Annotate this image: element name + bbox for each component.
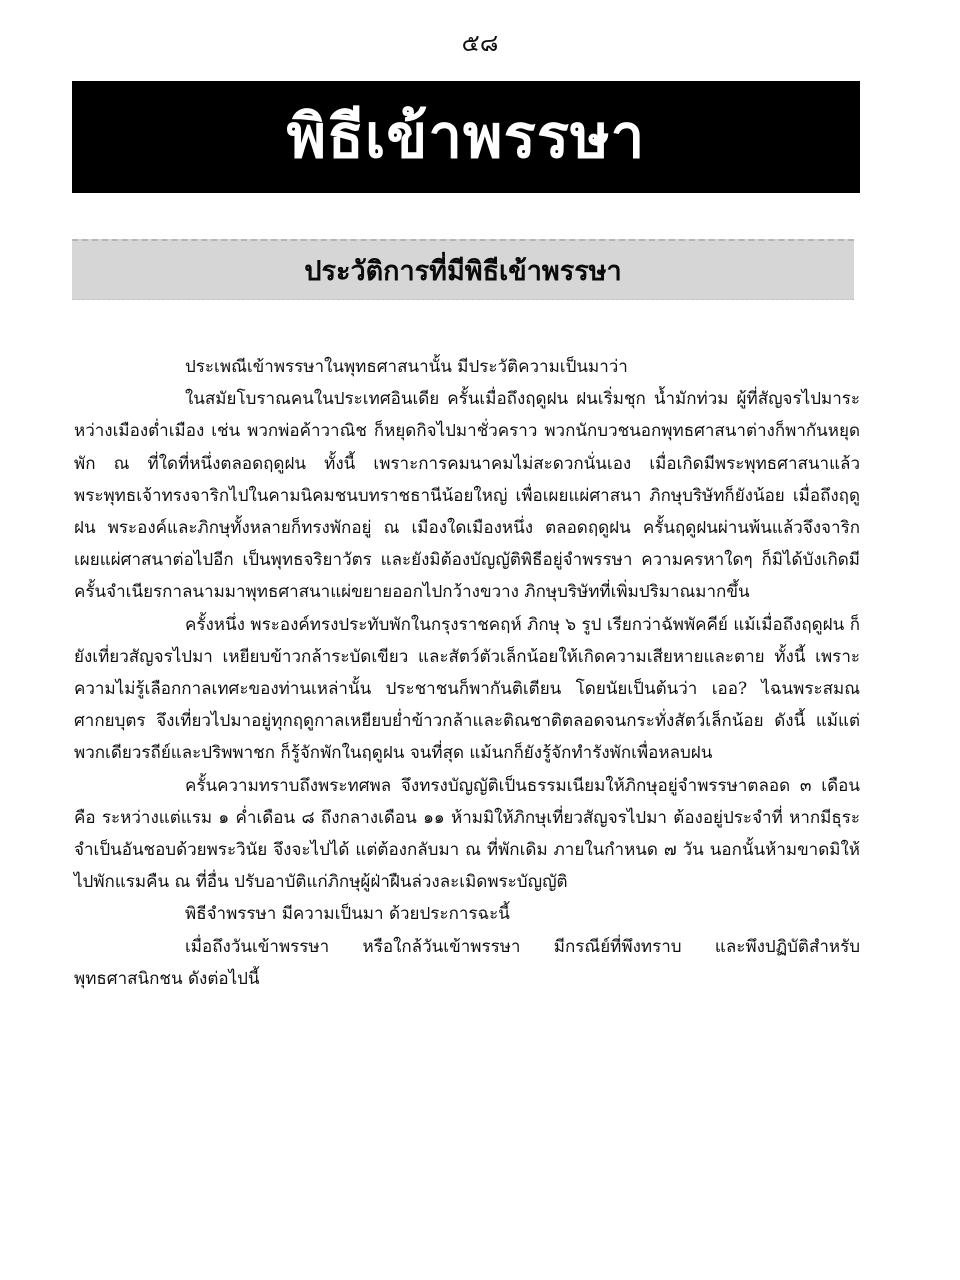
- paragraph-ancient-india: ในสมัยโบราณคนในประเทศอินเดีย ครั้นเมื่อถึงฤดูฝน ฝนเริ่มชุก น้ำมักท่วม ผู้ที่สัญจรไปมาระหว่างเมืองต่ำเมือง เช่น พวกพ่อค้าวาณิช ก็หยุดกิจไปมาชั่วคราว พวกนักบวชนอกพุทธศาสนาต่างก็พากันหยุดพัก ณ ที่ใดที่หนึ่งตลอดฤดูฝน ทั้งนี้ เพราะการคมนาคมไม่สะดวกนั่นเอง เมื่อเกิดมีพระพุทธศาสนาแล้ว พระพุทธเจ้าทรงจาริกไปในคามนิคมชนบทราชธานีน้อยใหญ่ เพื่อเผยแผ่ศาสนา ภิกษุบริษัทก็ยังน้อย เมื่อถึงฤดูฝน พระองค์และภิกษุทั้งหลายก็ทรงพักอยู่ ณ เมืองใดเมืองหนึ่ง ตลอดฤดูฝน ครั้นฤดูฝนผ่านพ้นแล้วจึงจาริกเผยแผ่ศาสนาต่อไปอีก เป็นพุทธจริยาวัตร และยังมิต้องบัญญัติพิธีอยู่จำพรรษา ความครหาใดๆ ก็มิได้บังเกิดมี ครั้นจำเนียรกาลนามมาพุทธศาสนาแผ่ขยายออกไปกว้างขวาง ภิกษุบริษัทที่เพิ่มปริมาณมากขึ้น: [74, 389, 860, 603]
- page-title: พิธีเข้าพรรษา: [286, 102, 646, 172]
- paragraph-rule: ครั้นความทราบถึงพระทศพล จึงทรงบัญญัติเป็นธรรมเนียมให้ภิกษุอยู่จำพรรษาตลอด ๓ เดือน คือ ระหว่างแต่แรม ๑ ค่ำเดือน ๘ ถึงกลางเดือน ๑๑ ห้ามมิให้ภิกษุเที่ยวสัญจรไปมา ต้องอยู่ประจำที่ หากมีธุระจำเป็นอันชอบด้วยพระวินัย จึงจะไปได้ แต่ต้องกลับมา ณ ที่พักเดิม ภายในกำหนด ๗ วัน นอกนั้นห้ามขาดมิให้ไปพักแรมคืน ณ ที่อื่น ปรับอาบัติแก่ภิกษุผู้ฝ่าฝืนล่วงละเมิดพระบัญญัติ: [74, 775, 860, 893]
- section-heading: ประวัติการที่มีพิธีเข้าพรรษา: [304, 255, 622, 287]
- section-heading-box: [72, 239, 854, 300]
- body-text: [74, 351, 860, 995]
- page-number: ๕๘: [461, 29, 499, 57]
- paragraph-practices: เมื่อถึงวันเข้าพรรษา หรือใกล้วันเข้าพรรษา มีกรณีย์ที่พึงทราบ และพึงปฏิบัติสำหรับพุทธศาสนิกชน ดังต่อไปนี้: [74, 936, 860, 989]
- paragraph-intro: ประเพณีเข้าพรรษาในพุทธศาสนานั้น มีประวัติความเป็นมาว่า: [185, 357, 628, 377]
- paragraph-six-monks: ครั้งหนึ่ง พระองค์ทรงประทับพักในกรุงราชคฤห์ ภิกษุ ๖ รูป เรียกว่าฉัพพัคคีย์ แม้เมื่อถึงฤดูฝน ก็ยังเที่ยวสัญจรไปมา เหยียบข้าวกล้าระบัดเขียว และสัตว์ตัวเล็กน้อยให้เกิดความเสียหายและตาย ทั้งนี้ เพราะความไม่รู้เลือกกาลเทศะของท่านเหล่านั้น ประชาชนก็พากันติเตียน โดยนัยเป็นต้นว่า เออ? ไฉนพระสมณศากยบุตร จึงเที่ยวไปมาอยู่ทุกฤดูกาลเหยียบย่ำข้าวกล้าและติณชาติตลอดจนกระทั่งสัตว์เล็กน้อย ดังนี้ แม้แต่พวกเดียวรถีย์และปริพพาชก ก็รู้จักพักในฤดูฝน จนที่สุด แม้นกก็ยังรู้จักทำรังพักเพื่อหลบฝน: [74, 614, 860, 764]
- paragraph-conclusion: พิธีจำพรรษา มีความเป็นมา ด้วยประการฉะนี้: [185, 904, 510, 925]
- title-banner: [72, 81, 860, 193]
